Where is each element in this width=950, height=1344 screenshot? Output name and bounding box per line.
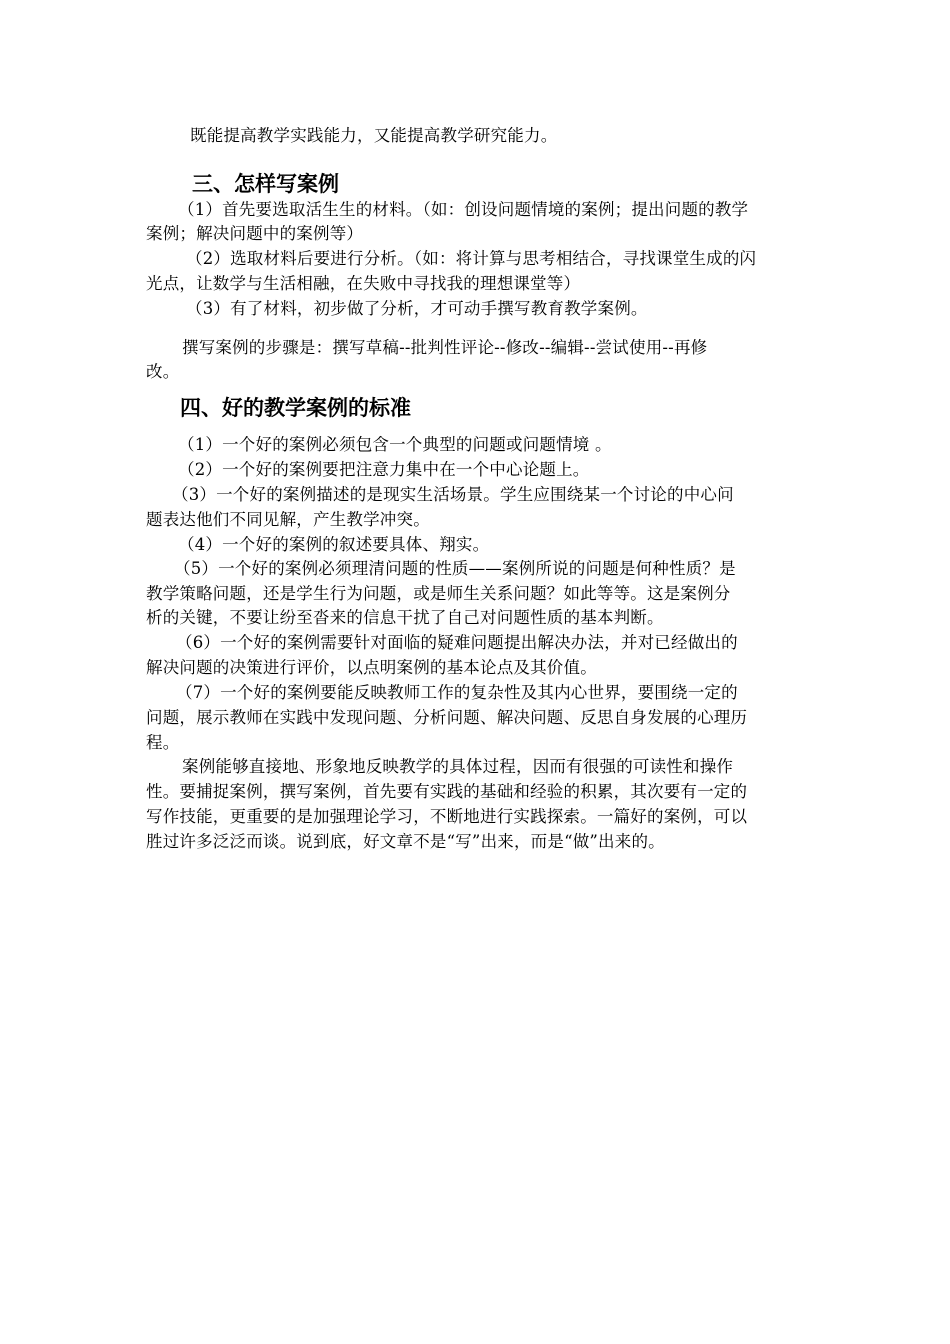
section-4-item-3-line-1: （3）一个好的案例描述的是现实生活场景。学生应围绕某一个讨论的中心问 [172, 485, 734, 504]
section-4-item-7-line-1: （7）一个好的案例要能反映教师工作的复杂性及其内心世界，要围绕一定的 [176, 683, 738, 702]
section-4-item-6-line-1: （6）一个好的案例需要针对面临的疑难问题提出解决办法，并对已经做出的 [176, 633, 738, 652]
writing-steps-line-1: 撰写案例的步骤是：撰写草稿--批判性评论--修改--编辑--尝试使用--再修 [182, 338, 708, 357]
section-3-item-2-line-2: 光点，让数学与生活相融，在失败中寻找我的理想课堂等） [146, 274, 581, 293]
section-4-item-6-line-2: 解决问题的决策进行评价，以点明案例的基本论点及其价值。 [146, 658, 597, 677]
section-4-heading: 四、好的教学案例的标准 [180, 395, 411, 420]
section-3-item-1-line-1: （1）首先要选取活生生的材料。（如：创设问题情境的案例；提出问题的教学 [178, 200, 749, 219]
closing-paragraph-line-1: 案例能够直接地、形象地反映教学的具体过程，因而有很强的可读性和操作 [182, 757, 734, 776]
section-4-item-7-line-2: 问题，展示教师在实践中发现问题、分析问题、解决问题、反思自身发展的心理历 [146, 708, 748, 727]
closing-paragraph-line-2: 性。要捕捉案例，撰写案例，首先要有实践的基础和经验的积累，其次要有一定的 [146, 782, 748, 801]
section-4-item-5-line-2: 教学策略问题，还是学生行为问题，或是师生关系问题？如此等等。这是案例分 [146, 584, 731, 603]
section-4-item-2: （2）一个好的案例要把注意力集中在一个中心论题上。 [178, 460, 590, 479]
section-3-item-2-line-1: （2）选取材料后要进行分析。（如：将计算与思考相结合，寻找课堂生成的闪 [186, 249, 757, 268]
closing-paragraph-line-3: 写作技能，更重要的是加强理论学习，不断地进行实践探索。一篇好的案例，可以 [146, 807, 748, 826]
section-4-item-5-line-1: （5）一个好的案例必须理清问题的性质——案例所说的问题是何种性质？是 [174, 559, 736, 578]
intro-line: 既能提高教学实践能力，又能提高教学研究能力。 [190, 126, 558, 145]
section-4-item-3-line-2: 题表达他们不同见解，产生教学冲突。 [146, 510, 430, 529]
writing-steps-line-2: 改。 [146, 362, 180, 381]
section-4-item-5-line-3: 析的关键，不要让纷至沓来的信息干扰了自己对问题性质的基本判断。 [146, 608, 664, 627]
section-4-item-1: （1）一个好的案例必须包含一个典型的问题或问题情境 。 [178, 435, 612, 454]
section-3-item-3: （3）有了材料，初步做了分析，才可动手撰写教育教学案例。 [186, 299, 648, 318]
section-3-heading: 三、怎样写案例 [192, 171, 339, 196]
section-4-item-7-line-3: 程。 [146, 733, 180, 752]
closing-paragraph-line-4: 胜过许多泛泛而谈。说到底，好文章不是“写”出来，而是“做”出来的。 [146, 832, 665, 851]
section-3-item-1-line-2: 案例；解决问题中的案例等） [146, 224, 364, 243]
section-4-item-4: （4）一个好的案例的叙述要具体、翔实。 [178, 535, 490, 554]
